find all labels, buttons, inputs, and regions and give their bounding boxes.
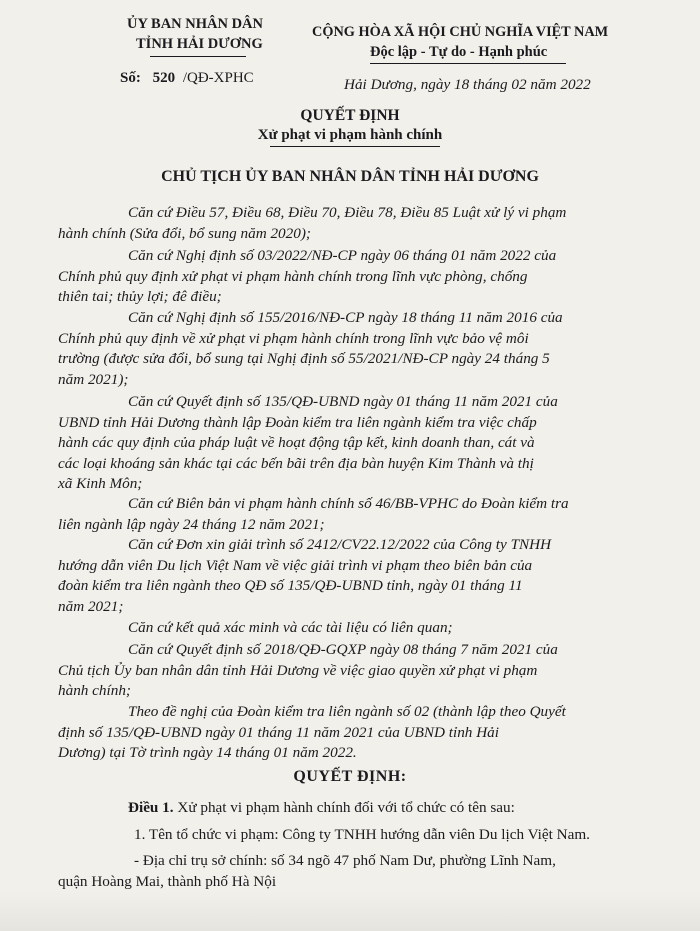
article-1-item-2-line: quận Hoàng Mai, thành phố Hà Nội — [58, 872, 277, 890]
agency-underline — [150, 56, 246, 57]
grounds-5-line: liên ngành lập ngày 24 tháng 12 năm 2021; — [58, 515, 325, 533]
grounds-9 — [58, 702, 622, 764]
grounds-6 — [58, 535, 622, 617]
grounds-2-line: thiên tai; thủy lợi; đê điều; — [58, 288, 222, 306]
article-1 — [128, 799, 515, 817]
article-1-label: Điều 1. — [128, 799, 174, 816]
grounds-9-line: định số 135/QĐ-UBND ngày 01 tháng 11 năm 2021 của UBND tỉnh Hải — [58, 723, 499, 741]
grounds-5 — [58, 494, 622, 535]
grounds-3-line: Chính phủ quy định về xử phạt vi phạm hành chính trong lĩnh vực bảo vệ môi — [58, 329, 529, 347]
grounds-4-line: xã Kinh Môn; — [58, 475, 143, 493]
grounds-6-line: Căn cứ Đơn xin giải trình số 2412/CV22.12/2022 của Công ty TNHH — [128, 536, 552, 553]
grounds-8-line: Căn cứ Quyết định số 2018/QĐ-GQXP ngày 08 tháng 7 năm 2021 của — [128, 641, 558, 658]
document-type-title: QUYẾT ĐỊNH — [300, 107, 400, 124]
article-1-item-2 — [58, 851, 622, 892]
article-1-text: Xử phạt vi phạm hành chính đối với tổ chức có tên sau: — [177, 799, 515, 816]
grounds-9-line: Dương) tại Tờ trình ngày 14 tháng 01 năm 2022. — [58, 744, 357, 762]
doc-number-label: Số: — [120, 70, 141, 86]
grounds-6-line: đoàn kiểm tra liên ngành theo QĐ số 135/QĐ-UBND tỉnh, ngày 01 tháng 11 — [58, 577, 523, 595]
doc-number-value: 520 — [152, 70, 176, 86]
motto-underline — [370, 63, 566, 64]
grounds-3-line: Căn cứ Nghị định số 155/2016/NĐ-CP ngày 18 tháng 11 năm 2016 của — [128, 309, 563, 326]
article-1-item-2-line: - Địa chỉ trụ sở chính: số 34 ngõ 47 phố Nam Dư, phường Lĩnh Nam, — [134, 852, 556, 869]
national-title: CỘNG HÒA XÃ HỘI CHỦ NGHĨA VIỆT NAM — [312, 24, 609, 40]
agency-name-line1: ỦY BAN NHÂN DÂN — [127, 16, 264, 32]
grounds-6-line: năm 2021; — [58, 597, 124, 615]
issuing-authority: CHỦ TỊCH ỦY BAN NHÂN DÂN TỈNH HẢI DƯƠNG — [161, 168, 539, 185]
decision-heading: QUYẾT ĐỊNH: — [293, 768, 407, 785]
grounds-1 — [58, 203, 622, 244]
grounds-3 — [58, 308, 622, 390]
grounds-1-line: hành chính (Sửa đổi, bổ sung năm 2020); — [58, 224, 311, 242]
grounds-3-line: trường (được sửa đổi, bổ sung tại Nghị định số 55/2021/NĐ-CP ngày 24 tháng 5 — [58, 350, 550, 368]
grounds-2-line: Chính phủ quy định xử phạt vi phạm hành chính trong lĩnh vực phòng, chống — [58, 267, 528, 285]
grounds-4-line: UBND tỉnh Hải Dương thành lập Đoàn kiểm tra liên ngành kiểm tra việc chấp — [58, 413, 537, 431]
article-1-item-1: 1. Tên tổ chức vi phạm: Công ty TNHH hướng dẫn viên Du lịch Việt Nam. — [134, 826, 590, 843]
grounds-4-line: Căn cứ Quyết định số 135/QĐ-UBND ngày 01 tháng 11 năm 2021 của — [128, 393, 558, 410]
grounds-8-line: Chủ tịch Ủy ban nhân dân tỉnh Hải Dương về việc giao quyền xử phạt vi phạm — [58, 661, 538, 679]
grounds-1-line: Căn cứ Điều 57, Điều 68, Điều 70, Điều 78, Điều 85 Luật xử lý vi phạm — [128, 204, 567, 221]
grounds-8-line: hành chính; — [58, 682, 131, 700]
grounds-6-line: hướng dẫn viên Du lịch Việt Nam về việc giải trình vi phạm theo biên bản của — [58, 556, 533, 574]
grounds-3-line: năm 2021); — [58, 370, 129, 388]
national-motto: Độc lập - Tự do - Hạnh phúc — [370, 44, 548, 60]
grounds-4 — [58, 392, 622, 495]
doc-number — [120, 70, 254, 87]
grounds-5-line: Căn cứ Biên bản vi phạm hành chính số 46/BB-VPHC do Đoàn kiểm tra — [128, 495, 569, 512]
grounds-8 — [58, 640, 622, 702]
subject-underline — [270, 146, 440, 147]
grounds-7 — [58, 618, 622, 639]
grounds-2 — [58, 246, 622, 308]
grounds-2-line: Căn cứ Nghị định số 03/2022/NĐ-CP ngày 06 tháng 01 năm 2022 của — [128, 247, 557, 264]
grounds-9-line: Theo đề nghị của Đoàn kiểm tra liên ngành số 02 (thành lập theo Quyết — [128, 703, 566, 720]
agency-name-line2: TỈNH HẢI DƯƠNG — [136, 36, 263, 52]
grounds-7-line: Căn cứ kết quả xác minh và các tài liệu có liên quan; — [128, 619, 453, 636]
grounds-4-line: các loại khoáng sản khác tại các bến bãi trên địa bàn huyện Kim Thành và thị — [58, 454, 534, 472]
photo-shadow — [0, 891, 700, 931]
place-date: Hải Dương, ngày 18 tháng 02 năm 2022 — [344, 76, 591, 93]
grounds-4-line: hành các quy định của pháp luật về hoạt động tập kết, kinh doanh than, cát và — [58, 434, 535, 452]
document-subject: Xử phạt vi phạm hành chính — [257, 127, 443, 143]
doc-number-code: /QĐ-XPHC — [182, 70, 254, 86]
